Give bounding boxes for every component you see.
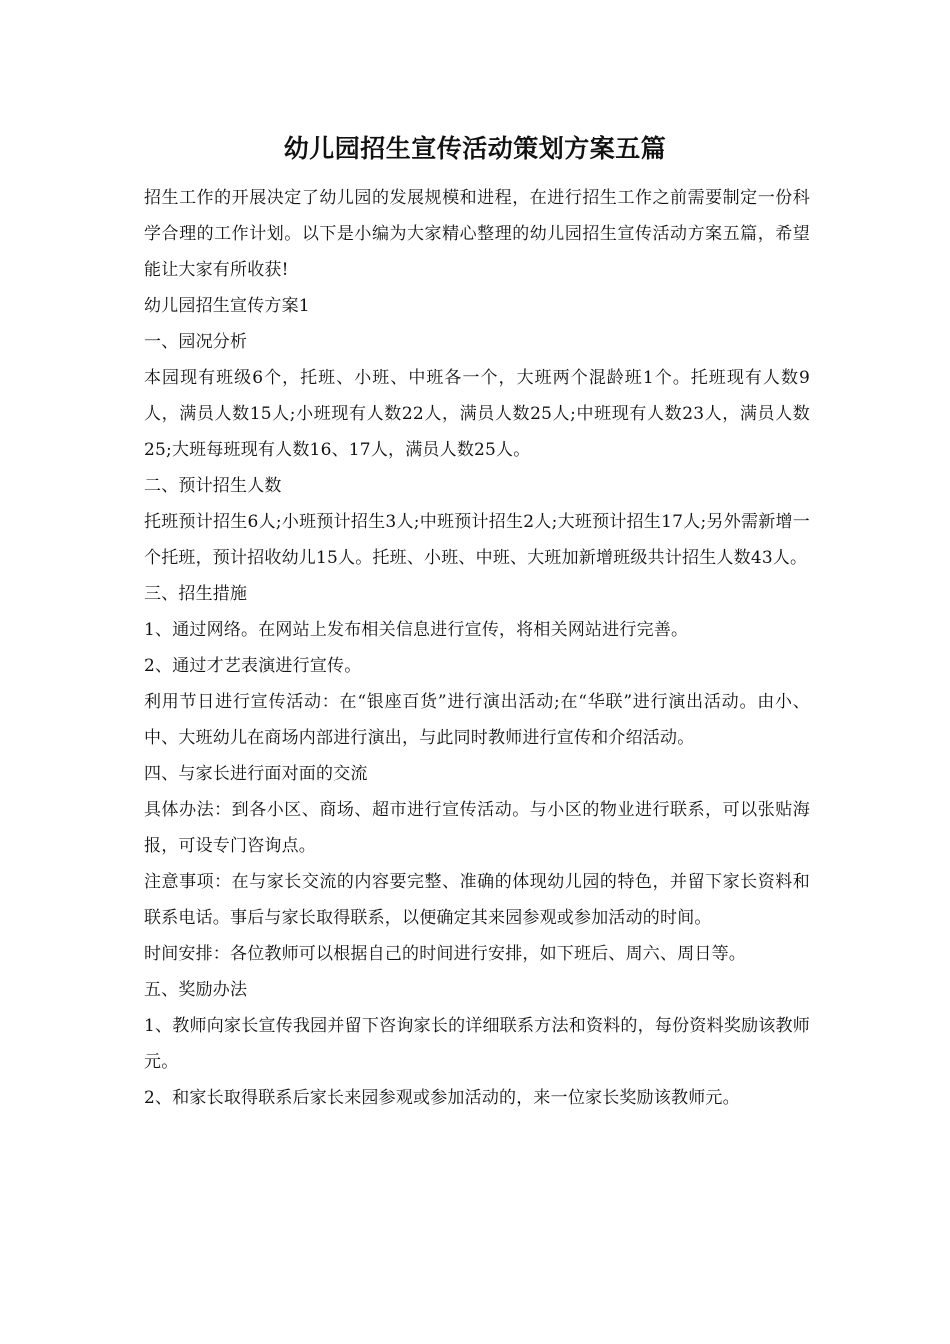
paragraph: 托班预计招生6人;小班预计招生3人;中班预计招生2人;大班预计招生17人;另外需新增一个托班，预计招收幼儿15人。托班、小班、中班、大班加新增班级共计招生人数43人。 <box>144 512 810 568</box>
paragraph: 时间安排：各位教师可以根据自己的时间进行安排，如下班后、周六、周日等。 <box>144 944 746 964</box>
section-heading: 四、与家长进行面对面的交流 <box>144 764 368 784</box>
intro-paragraph: 招生工作的开展决定了幼儿园的发展规模和进程，在进行招生工作之前需要制定一份科学合理的工作计划。以下是小编为大家精心整理的幼儿园招生宣传活动方案五篇，希望能让大家有所收获! <box>144 188 810 280</box>
list-item: 2、通过才艺表演进行宣传。 <box>144 656 362 676</box>
section-heading: 五、奖励办法 <box>144 980 248 1000</box>
document-body <box>144 180 810 1116</box>
paragraph: 具体办法：到各小区、商场、超市进行宣传活动。与小区的物业进行联系，可以张贴海报，可设专门咨询点。 <box>144 800 810 856</box>
list-item: 1、教师向家长宣传我园并留下咨询家长的详细联系方法和资料的，每份资料奖励该教师元。 <box>144 1016 810 1072</box>
section-heading: 三、招生措施 <box>144 584 248 604</box>
plan-heading: 幼儿园招生宣传方案1 <box>144 296 310 316</box>
list-item: 1、通过网络。在网站上发布相关信息进行宣传，将相关网站进行完善。 <box>144 620 689 640</box>
paragraph: 本园现有班级6个，托班、小班、中班各一个，大班两个混龄班1个。托班现有人数9人，满员人数15人;小班现有人数22人，满员人数25人;中班现有人数23人，满员人数25;大班每班现有人数16、17人，满员人数25人。 <box>144 368 810 460</box>
section-heading: 二、预计招生人数 <box>144 476 282 496</box>
section-heading: 一、园况分析 <box>144 332 248 352</box>
paragraph: 注意事项：在与家长交流的内容要完整、准确的体现幼儿园的特色，并留下家长资料和联系电话。事后与家长取得联系，以便确定其来园参观或参加活动的时间。 <box>144 872 810 928</box>
paragraph: 利用节日进行宣传活动：在“银座百货”进行演出活动;在“华联”进行演出活动。由小、中、大班幼儿在商场内部进行演出，与此同时教师进行宣传和介绍活动。 <box>144 692 810 748</box>
list-item: 2、和家长取得联系后家长来园参观或参加活动的，来一位家长奖励该教师元。 <box>144 1088 740 1108</box>
document-title: 幼儿园招生宣传活动策划方案五篇 <box>283 134 667 163</box>
